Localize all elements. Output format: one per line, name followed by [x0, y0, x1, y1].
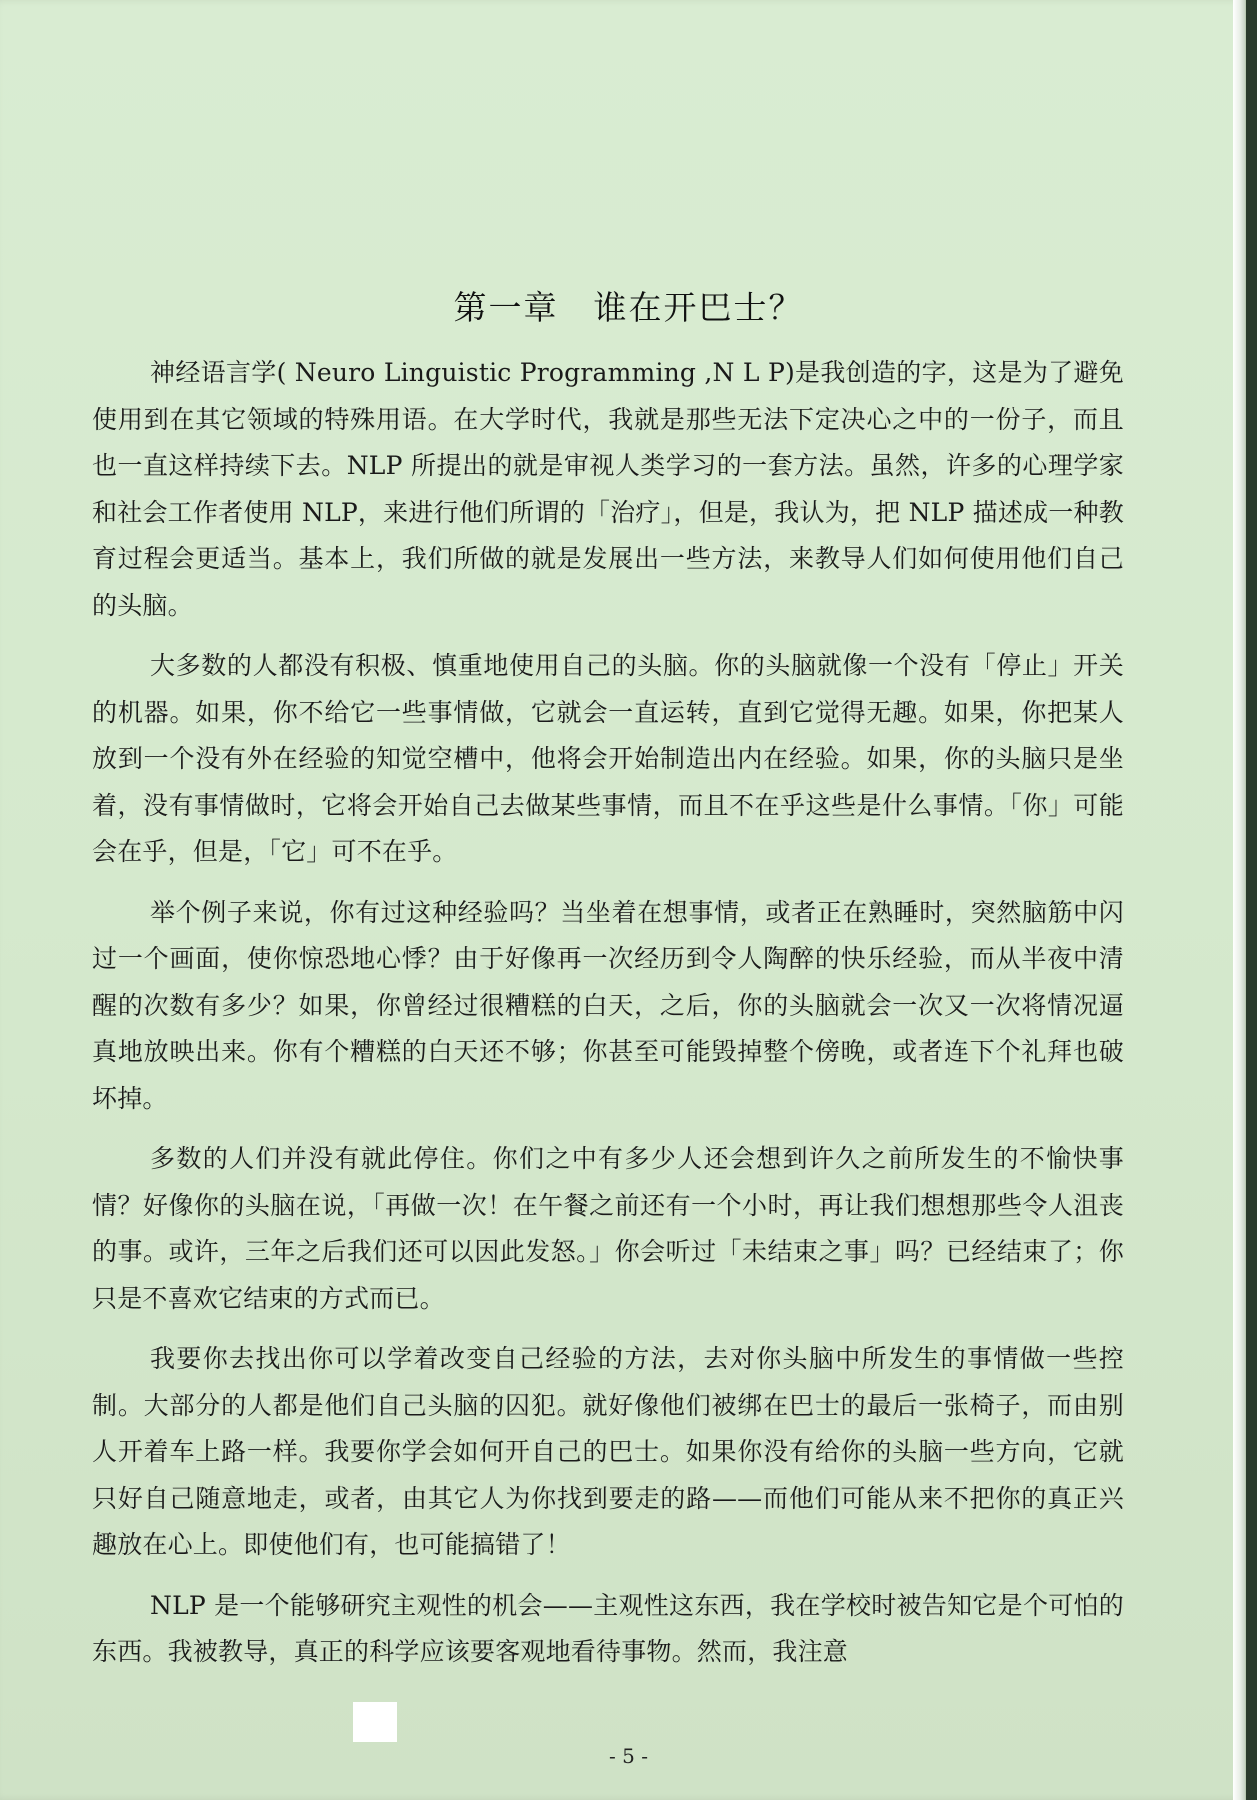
- body-text: [92, 350, 1124, 1690]
- paragraph-3: 举个例子来说，你有过这种经验吗？当坐着在想事情，或者正在熟睡时，突然脑筋中闪过一个画面，使你惊恐地心悸？由于好像再一次经历到令人陶醉的快乐经验，而从半夜中清醒的次数有多少？如果，你曾经过很糟糕的白天，之后，你的头脑就会一次又一次将情况逼真地放映出来。你有个糟糕的白天还不够；你甚至可能毁掉整个傍晚，或者连下个礼拜也破坏掉。: [92, 897, 1124, 1113]
- paragraph-1: 神经语言学( Neuro Linguistic Programming ,N L P)是我创造的字，这是为了避免使用到在其它领域的特殊用语。在大学时代，我就是那些无法下定决心之中的一份子，而且也一直这样持续下去。NLP 所提出的就是审视人类学习的一套方法。虽然，许多的心理学家和社会工作者使用 NLP，来进行他们所谓的「治疗」，但是，我认为，把 NLP 描述成一种教育过程会更适当。基本上，我们所做的就是发展出一些方法，来教导人们如何使用他们自己的头脑。: [92, 358, 1124, 620]
- paragraph-4: 多数的人们并没有就此停住。你们之中有多少人还会想到许久之前所发生的不愉快事情？好像你的头脑在说，「再做一次！在午餐之前还有一个小时，再让我们想想那些令人沮丧的事。或许，三年之后我们还可以因此发怒。」你会听过「未结束之事」吗？已经结束了；你只是不喜欢它结束的方式而已。: [92, 1144, 1124, 1313]
- page-edge: [1233, 0, 1245, 1800]
- page-number: - 5 -: [609, 1744, 648, 1768]
- paragraph-2: 大多数的人都没有积极、慎重地使用自己的头脑。你的头脑就像一个没有「停止」开关的机器。如果，你不给它一些事情做，它就会一直运转，直到它觉得无趣。如果，你把某人放到一个没有外在经验的知觉空槽中，他将会开始制造出内在经验。如果，你的头脑只是坐着，没有事情做时，它将会开始自己去做某些事情，而且不在乎这些是什么事情。「你」可能会在乎，但是，「它」可不在乎。: [92, 651, 1124, 866]
- chapter-title: 第一章 谁在开巴士？: [453, 288, 804, 327]
- white-patch: [353, 1702, 397, 1742]
- paragraph-5: 我要你去找出你可以学着改变自己经验的方法，去对你头脑中所发生的事情做一些控制。大部分的人都是他们自己头脑的囚犯。就好像他们被绑在巴士的最后一张椅子，而由别人开着车上路一样。我要你学会如何开自己的巴士。如果你没有给你的头脑一些方向，它就只好自己随意地走，或者，由其它人为你找到要走的路——而他们可能从来不把你的真正兴趣放在心上。即使他们有，也可能搞错了！: [92, 1344, 1124, 1559]
- paragraph-6: NLP 是一个能够研究主观性的机会——主观性这东西，我在学校时被告知它是个可怕的东西。我被教导，真正的科学应该要客观地看待事物。然而，我注意: [92, 1590, 1124, 1666]
